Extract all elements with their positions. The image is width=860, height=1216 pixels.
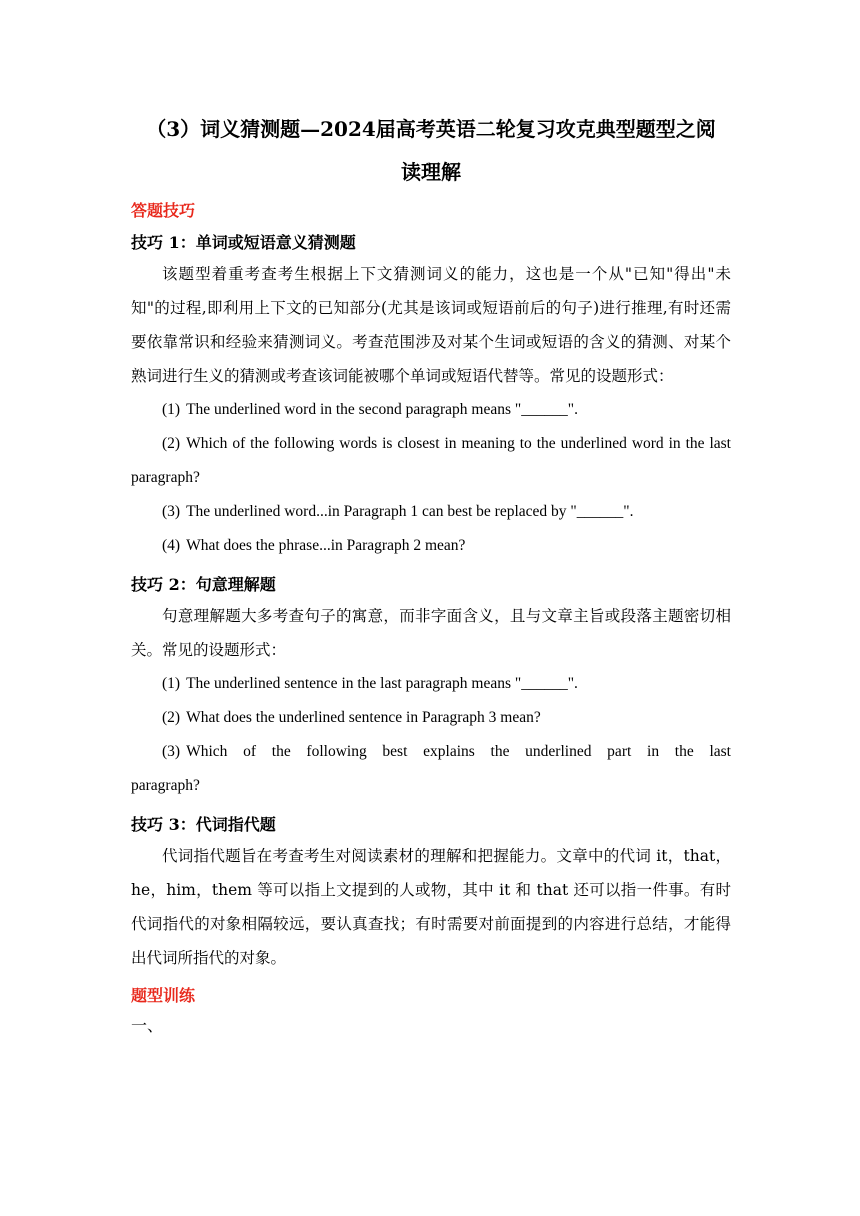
skill1-paragraph: 该题型着重考查考生根据上下文猜测词义的能力，这也是一个从"已知"得出"未知"的过程,即利用上下文的已知部分(尤其是该词或短语前后的句子)进行推理,有时还需要依靠常识和经验来猜测词义。考查范围涉及对某个生词或短语的含义的猜测、对某个熟词进行生义的猜测或考查该词能被哪个单词或短语代替等。常见的设题形式： — [131, 265, 731, 385]
skill3-heading: 技巧 3：代词指代题 — [131, 815, 276, 834]
item-text: The underlined sentence in the last paragraph means "______". — [186, 675, 578, 692]
item-text: Which of the following best explains the underlined part in the last paragraph? — [131, 743, 731, 794]
skill3-paragraph: 代词指代题旨在考查考生对阅读素材的理解和把握能力。文章中的代词 it，that，he，him，them 等可以指上文提到的人或物，其中 it 和 that 还可以指一件事。有时代词指代的对象相隔较远，要认真查找；有时需要对前面提到的内容进行总结，才能得出代词所指代的对象。 — [131, 847, 731, 967]
section-heading-tips: 答题技巧 — [131, 201, 196, 220]
skill2-item-1 — [131, 667, 731, 701]
skill2-paragraph: 句意理解题大多考查句子的寓意，而非字面含义，且与文章主旨或段落主题密切相关。常见的设题形式： — [131, 607, 731, 659]
document-title-line2: 读理解 — [401, 160, 461, 184]
skill2-heading: 技巧 2：句意理解题 — [131, 575, 276, 594]
item-number: (1) — [162, 401, 181, 418]
item-number: (3) — [162, 743, 181, 760]
training-part-marker: 一、 — [131, 1016, 164, 1035]
item-number: (2) — [162, 709, 181, 726]
item-text: What does the underlined sentence in Paragraph 3 mean? — [186, 709, 541, 726]
skill1-item-4 — [131, 529, 731, 563]
item-text: What does the phrase...in Paragraph 2 mean? — [186, 537, 466, 554]
item-number: (1) — [162, 675, 181, 692]
section-heading-training: 题型训练 — [131, 986, 196, 1005]
skill2-item-2 — [131, 701, 731, 735]
skill1-item-2 — [131, 427, 731, 495]
document-title-line1: （3）词义猜测题—2024届高考英语二轮复习攻克典型题型之阅 — [146, 117, 716, 141]
skill1-item-1 — [131, 393, 731, 427]
item-text: Which of the following words is closest in meaning to the underlined word in the last paragraph? — [131, 435, 731, 486]
skill1-item-3 — [131, 495, 731, 529]
item-text: The underlined word...in Paragraph 1 can best be replaced by "______". — [186, 503, 634, 520]
item-number: (4) — [162, 537, 181, 554]
item-text: The underlined word in the second paragraph means "______". — [186, 401, 578, 418]
item-number: (2) — [162, 435, 181, 452]
skill2-item-3 — [131, 735, 731, 803]
document-page — [131, 112, 731, 1038]
item-number: (3) — [162, 503, 181, 520]
skill1-heading: 技巧 1：单词或短语意义猜测题 — [131, 233, 356, 252]
